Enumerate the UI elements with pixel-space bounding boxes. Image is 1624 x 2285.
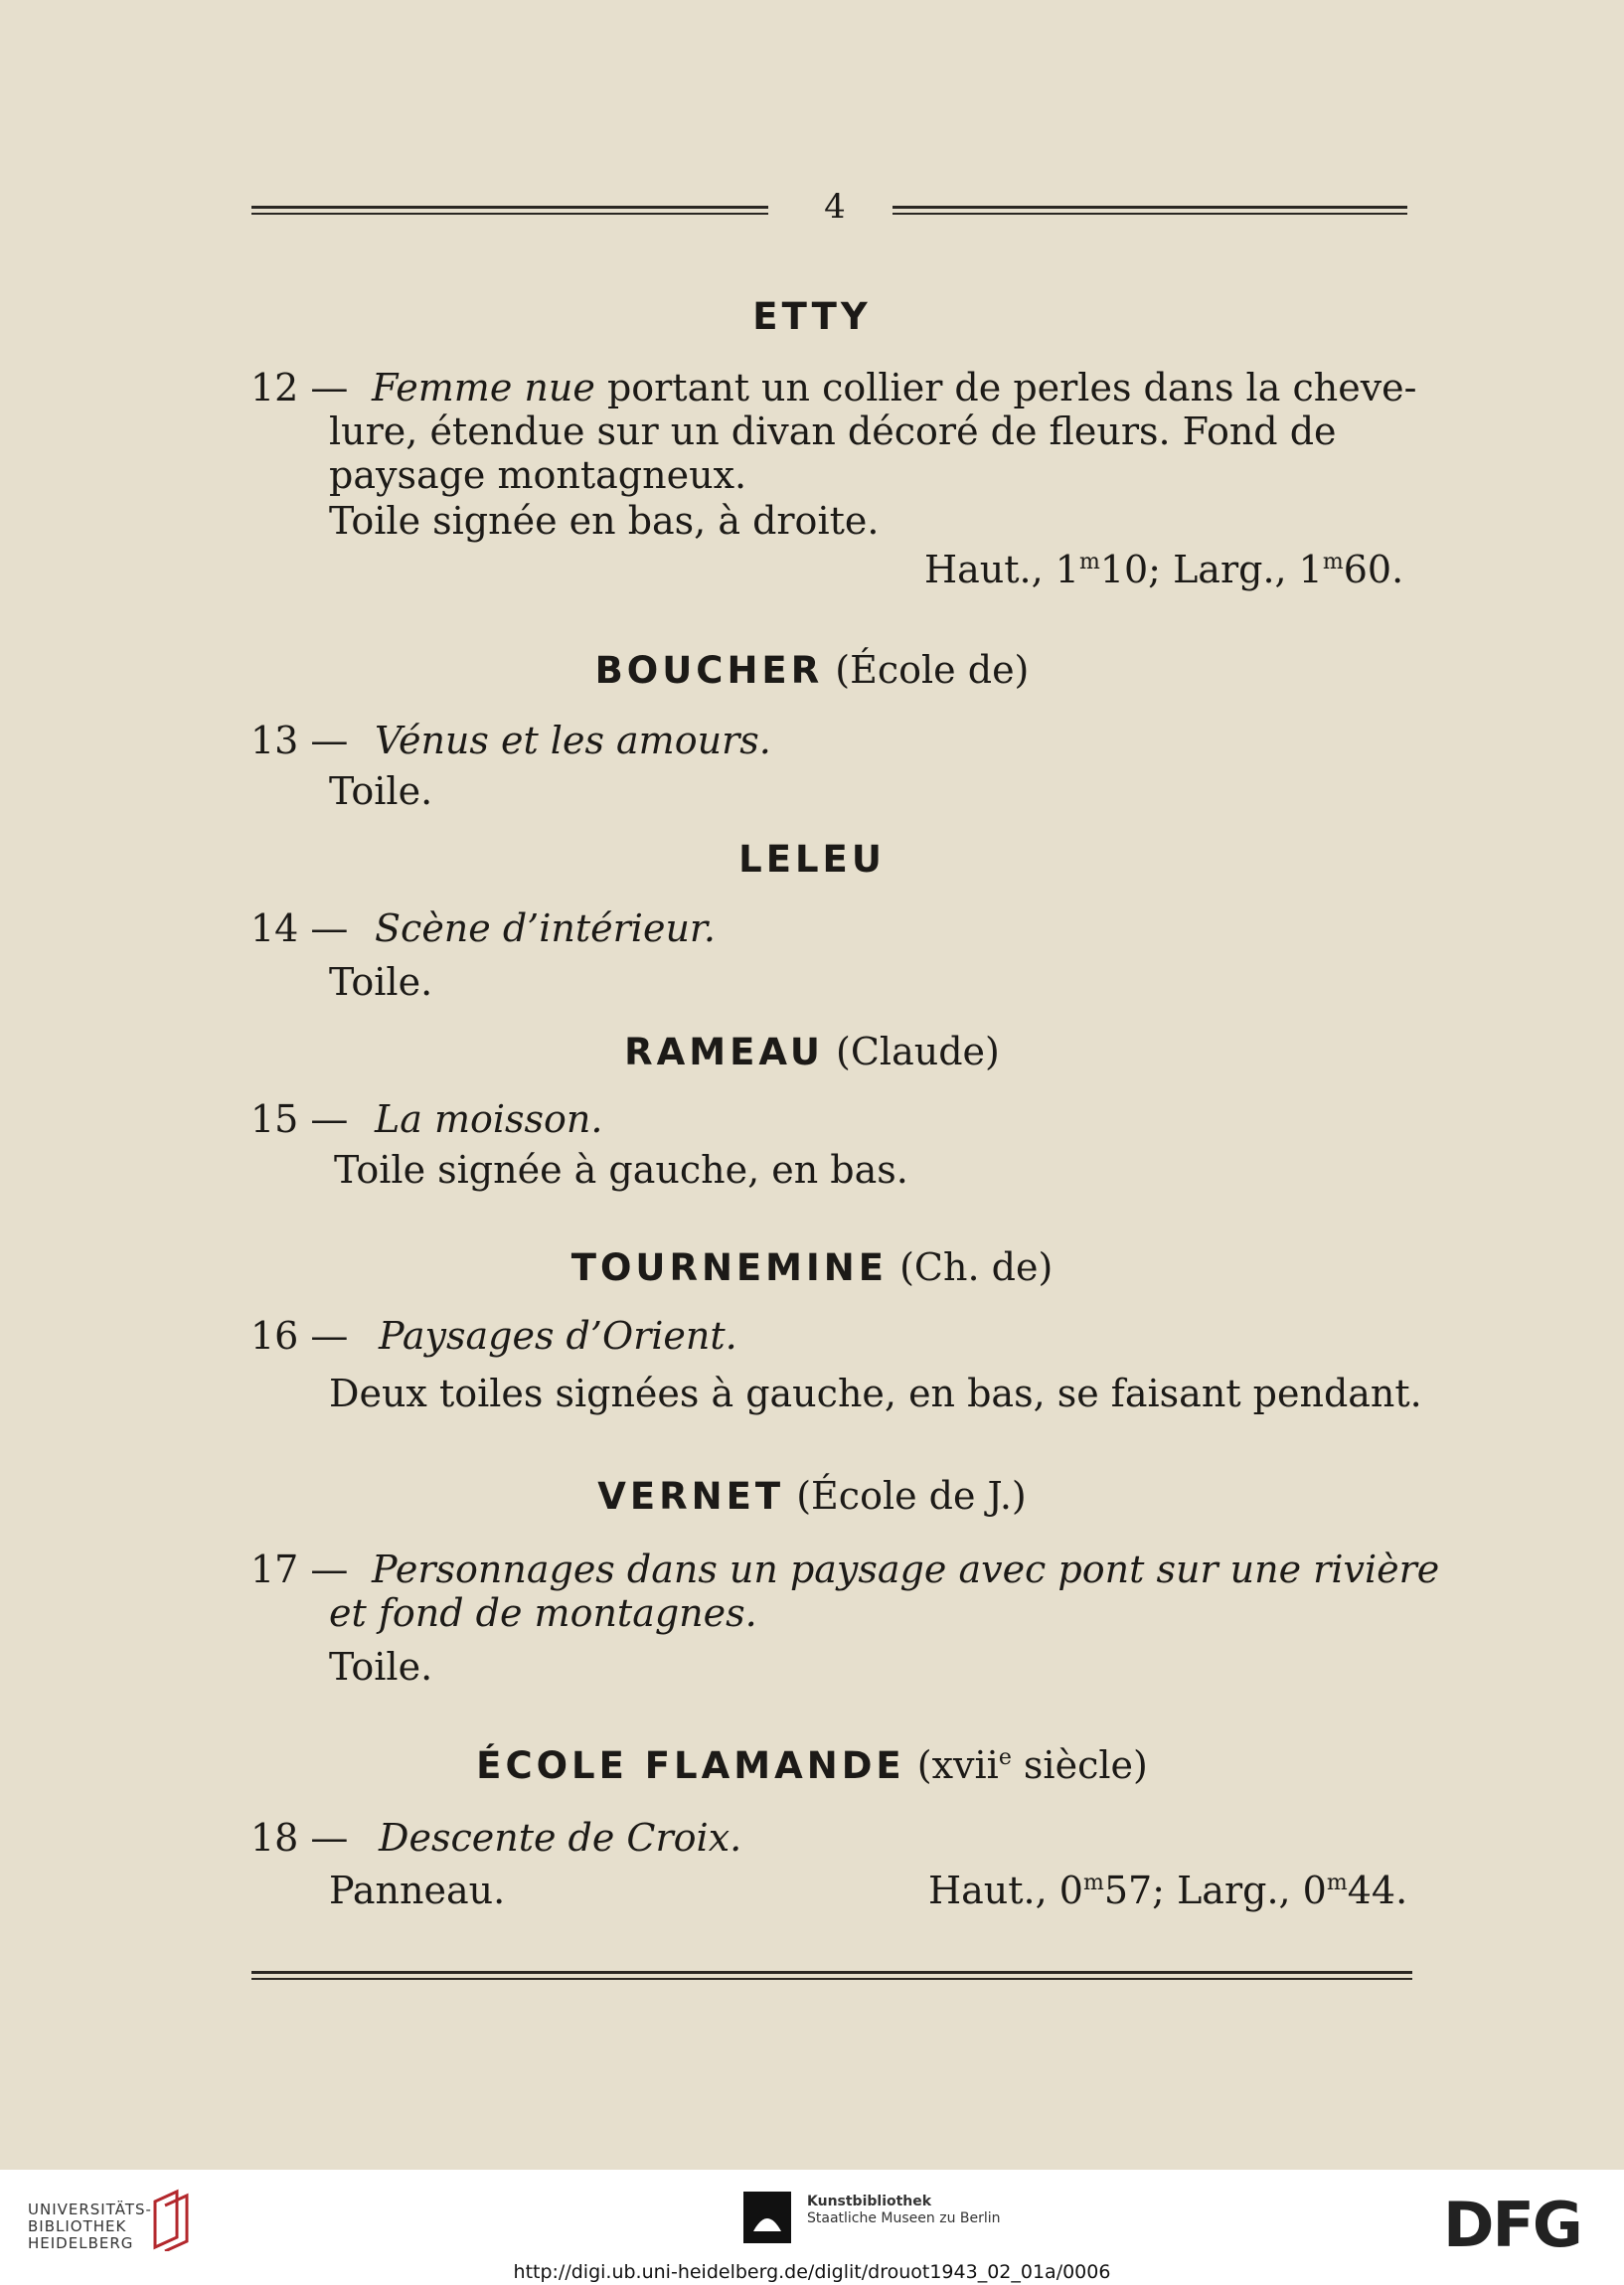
page-number: 4 (824, 187, 846, 227)
lot-title: Descente de Croix. (379, 1816, 742, 1860)
artist-heading (0, 294, 1624, 338)
artist-heading (0, 648, 1624, 692)
source-url[interactable]: http://digi.ub.uni-heidelberg.de/diglit/drouot1943_02_01a/0006 (513, 2261, 1111, 2283)
lot-number: 14 — (250, 906, 349, 950)
lot-number: 16 — (250, 1314, 349, 1358)
library-logo-text: UNIVERSITÄTS- BIBLIOTHEK HEIDELBERG (28, 2201, 152, 2252)
artist-heading (0, 1245, 1624, 1289)
bottom-rule (251, 1971, 1412, 1980)
artist-heading (0, 1474, 1624, 1518)
lot-description: Femme nue portant un collier de perles dans la cheve- (372, 366, 1417, 409)
museum-logo-text: Kunstbibliothek Staatliche Museen zu Berlin (807, 2194, 1001, 2226)
lot-number: 18 — (250, 1816, 349, 1860)
lot-medium: Panneau. (329, 1869, 506, 1912)
artist-name: LELEU (738, 838, 886, 881)
lot-dimensions: Haut., 0$^m$57; Larg., 0$^m$44. (928, 1869, 1408, 1912)
artist-heading (0, 837, 1624, 881)
lot-number: 15 — (250, 1097, 349, 1141)
museum-logo-icon (743, 2192, 791, 2243)
artist-heading (0, 1743, 1624, 1787)
lot-title: Personnages dans un paysage avec pont sur une rivière (372, 1548, 1440, 1591)
dfg-logo: DFG (1443, 2189, 1581, 2261)
artist-name: ETTY (752, 295, 872, 338)
artist-qualifier: (École de) (835, 648, 1030, 692)
lot-title: et fond de montagnes. (329, 1591, 757, 1635)
artist-name: VERNET (597, 1475, 785, 1518)
artist-name: RAMEAU (624, 1031, 824, 1073)
lot-medium: Toile signée à gauche, en bas. (334, 1148, 908, 1192)
lot-title: Vénus et les amours. (375, 719, 771, 762)
lot-medium: Toile. (329, 769, 433, 813)
lot-title: La moisson. (375, 1097, 603, 1141)
lot-medium: Deux toiles signées à gauche, en bas, se faisant pendant. (329, 1372, 1422, 1415)
artist-qualifier: (Ch. de) (899, 1245, 1054, 1289)
lot-medium: Toile. (329, 1645, 433, 1689)
artist-heading (0, 1030, 1624, 1073)
artist-qualifier: (xvii$^e$ siècle) (916, 1743, 1148, 1787)
top-rule-left (251, 206, 768, 215)
library-logo-icon (147, 2188, 195, 2251)
artist-name: BOUCHER (594, 649, 824, 692)
top-rule-right (893, 206, 1407, 215)
lot-number: 13 — (250, 719, 349, 762)
lot-description: lure, étendue sur un divan décoré de fleurs. Fond de (329, 409, 1337, 453)
lot-title: Scène d’intérieur. (375, 906, 716, 950)
lot-medium: Toile. (329, 960, 433, 1004)
lot-title: Paysages d’Orient. (379, 1314, 737, 1358)
artist-name: ÉCOLE FLAMANDE (476, 1744, 905, 1787)
lot-number: 17 — (250, 1548, 349, 1591)
lot-dimensions: Haut., 1$^m$10; Larg., 1$^m$60. (924, 548, 1404, 591)
artist-qualifier: (École de J.) (796, 1474, 1027, 1518)
artist-name: TOURNEMINE (570, 1246, 889, 1289)
artist-qualifier: (Claude) (836, 1030, 1000, 1073)
lot-medium: Toile signée en bas, à droite. (329, 499, 880, 543)
lot-description: paysage montagneux. (329, 453, 747, 497)
lot-number: 12 — (250, 366, 349, 409)
